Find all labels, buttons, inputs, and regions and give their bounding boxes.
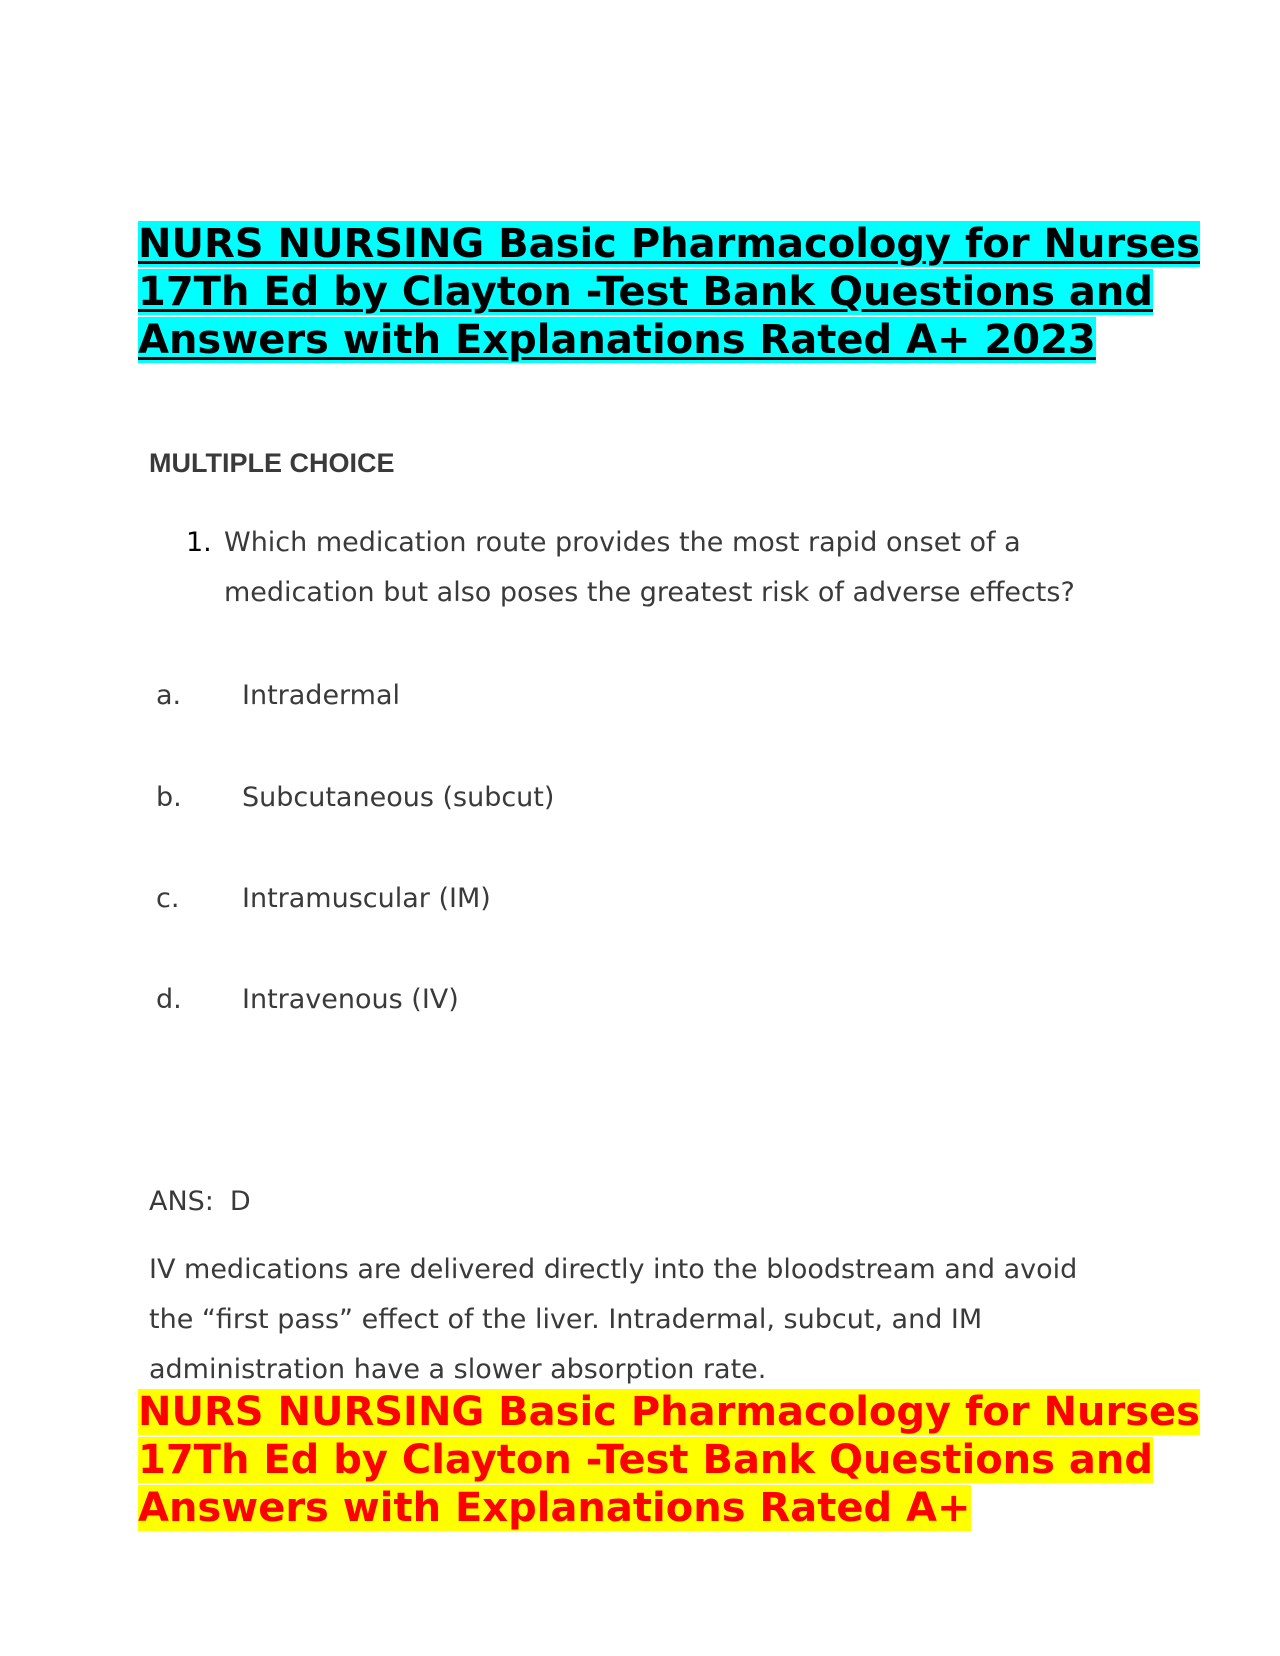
question-1 [186, 518, 1116, 618]
option-text: Intramuscular (IM) [242, 883, 491, 914]
option-d [156, 983, 459, 1017]
option-a [156, 679, 400, 713]
question-number: 1. [186, 527, 212, 558]
option-letter: d. [156, 984, 182, 1015]
option-text: Subcutaneous (subcut) [242, 782, 555, 813]
footer-title-text: NURS NURSING Basic Pharmacology for Nurses 17Th Ed by Clayton -Test Bank Questions and Answers with Explanations Rated A+ [138, 1389, 1200, 1531]
option-text: Intravenous (IV) [242, 984, 459, 1015]
option-text: Intradermal [242, 680, 401, 711]
section-heading: MULTIPLE CHOICE [149, 448, 395, 478]
option-c [156, 882, 491, 916]
answer-label: ANS: [149, 1186, 214, 1217]
answer-explanation: IV medications are delivered directly into the bloodstream and avoid the “first pass” effect of the liver. Intradermal, subcut, and IM administration have a slower absorption rate. [149, 1254, 1078, 1385]
document-title-text: NURS NURSING Basic Pharmacology for Nurses 17Th Ed by Clayton -Test Bank Questions and Answers with Explanations Rated A+ 2023 [138, 221, 1200, 363]
option-b [156, 781, 554, 815]
document-title [138, 220, 1258, 364]
answer-value: D [229, 1186, 251, 1217]
footer-title [138, 1388, 1268, 1532]
answer-line [149, 1185, 251, 1219]
option-letter: b. [156, 782, 182, 813]
question-text: Which medication route provides the most rapid onset of a medication but also poses the greatest risk of adverse effects? [224, 527, 1075, 608]
option-letter: c. [156, 883, 180, 914]
option-letter: a. [156, 680, 182, 711]
